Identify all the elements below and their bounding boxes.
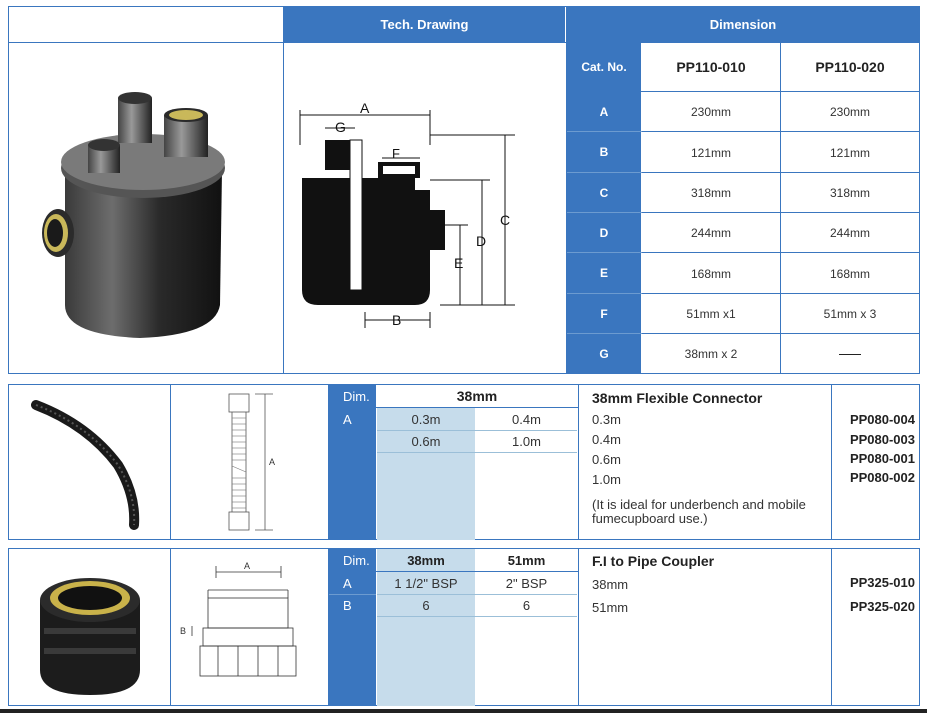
dim-value-g-model-1: 38mm x 2 xyxy=(684,347,738,361)
dim-value-e-model-1: 168mm xyxy=(690,266,731,281)
coupler-drawing xyxy=(178,560,323,690)
coupler-drawing-label-a: A xyxy=(244,561,251,571)
connector-size-2: 0.6m xyxy=(592,452,621,467)
dim-row-label-g: G xyxy=(567,334,641,373)
coupler-row-blank xyxy=(329,616,376,706)
model-2-head: PP110-020 xyxy=(815,59,885,75)
coupler-val-1-0: 6 xyxy=(422,597,430,613)
dim-row-label-e: E xyxy=(567,253,641,293)
dim-row-label-a: A xyxy=(567,92,641,131)
coupler-col-head-1: 38mm xyxy=(407,552,445,568)
connector-title: 38mm Flexible Connector xyxy=(592,390,763,406)
connector-note: (It is ideal for underbench and mobile fumecupboard use.) xyxy=(592,497,806,526)
connector-drawing-label-a: A xyxy=(269,457,276,467)
coupler-row-label-a: A xyxy=(329,572,376,594)
dim-value-c-model-1: 318mm xyxy=(690,186,731,200)
coupler-size-0: 38mm xyxy=(592,577,629,592)
footer-bar xyxy=(0,709,927,713)
dim-value-a-model-2: 230mm xyxy=(829,105,870,119)
pipe-coupler-image xyxy=(30,560,150,700)
coupler-val-0-1: 2" BSP xyxy=(505,575,548,591)
connector-val-1-0: 0.6m xyxy=(411,433,441,449)
dim-row-label-b: B xyxy=(567,132,641,172)
dim-value-d-model-2: 244mm xyxy=(829,226,870,240)
cat-no-label: Cat. No. xyxy=(567,43,641,91)
dim-row-label-f: F xyxy=(567,294,641,333)
fume-trap-image xyxy=(30,90,260,340)
connector-row-label-a: A xyxy=(329,408,376,430)
coupler-code-0: PP325-010 xyxy=(849,575,915,590)
drawing-label-c: C xyxy=(500,212,511,228)
coupler-code-1: PP325-020 xyxy=(849,599,915,614)
dim-value-f-model-2: 51mm x 3 xyxy=(823,307,877,321)
dim-value-f-model-1: 51mm x1 xyxy=(686,307,736,321)
tech-drawing-header: Tech. Drawing xyxy=(284,7,565,42)
drawing-label-g: G xyxy=(335,119,346,135)
coupler-val-0-0: 1 1/2" BSP xyxy=(394,575,458,591)
connector-col-head: 38mm xyxy=(456,388,498,404)
connector-size-3: 1.0m xyxy=(592,472,621,487)
coupler-size-1: 51mm xyxy=(592,600,629,615)
connector-code-0: PP080-004 xyxy=(849,412,915,427)
dim-value-e-model-2: 168mm xyxy=(829,266,870,281)
coupler-row-label-b: B xyxy=(329,594,376,616)
coupler-title: F.I to Pipe Coupler xyxy=(592,553,715,569)
drawing-label-a: A xyxy=(360,100,370,116)
model-1-head: PP110-010 xyxy=(676,59,746,75)
dim-value-d-model-1: 244mm xyxy=(690,226,731,240)
drawing-label-b: B xyxy=(392,312,402,328)
connector-size-0: 0.3m xyxy=(592,412,621,427)
dimension-header: Dimension xyxy=(567,7,919,42)
coupler-dim-label: Dim. xyxy=(329,549,376,571)
coupler-drawing-label-b: B xyxy=(180,626,187,636)
connector-size-1: 0.4m xyxy=(592,432,621,447)
drawing-label-d: D xyxy=(476,233,487,249)
connector-code-2: PP080-001 xyxy=(849,451,915,466)
coupler-col-head-2: 51mm xyxy=(507,552,546,568)
dim-value-b-model-1: 121mm xyxy=(690,145,731,160)
dim-row-label-c: C xyxy=(567,173,641,212)
flexible-connector-image xyxy=(28,395,148,530)
tech-drawing xyxy=(290,100,560,330)
dim-value-g-model-2 xyxy=(781,334,919,374)
connector-val-0-1: 0.4m xyxy=(512,411,541,427)
not-available-dash xyxy=(839,354,861,355)
drawing-label-f: F xyxy=(392,146,400,161)
connector-code-3: PP080-002 xyxy=(849,470,915,485)
connector-row-blank xyxy=(329,430,376,540)
dim-row-label-d: D xyxy=(567,213,641,252)
connector-code-1: PP080-003 xyxy=(849,432,915,447)
connector-dim-label: Dim. xyxy=(329,385,376,407)
coupler-val-1-1: 6 xyxy=(522,597,531,613)
drawing-label-e: E xyxy=(454,255,464,271)
dim-value-a-model-1: 230mm xyxy=(690,105,731,119)
connector-drawing xyxy=(215,390,295,535)
connector-val-0-0: 0.3m xyxy=(411,411,441,427)
dim-value-b-model-2: 121mm xyxy=(829,145,870,160)
dim-value-c-model-2: 318mm xyxy=(829,186,870,200)
connector-val-1-1: 1.0m xyxy=(512,433,541,449)
